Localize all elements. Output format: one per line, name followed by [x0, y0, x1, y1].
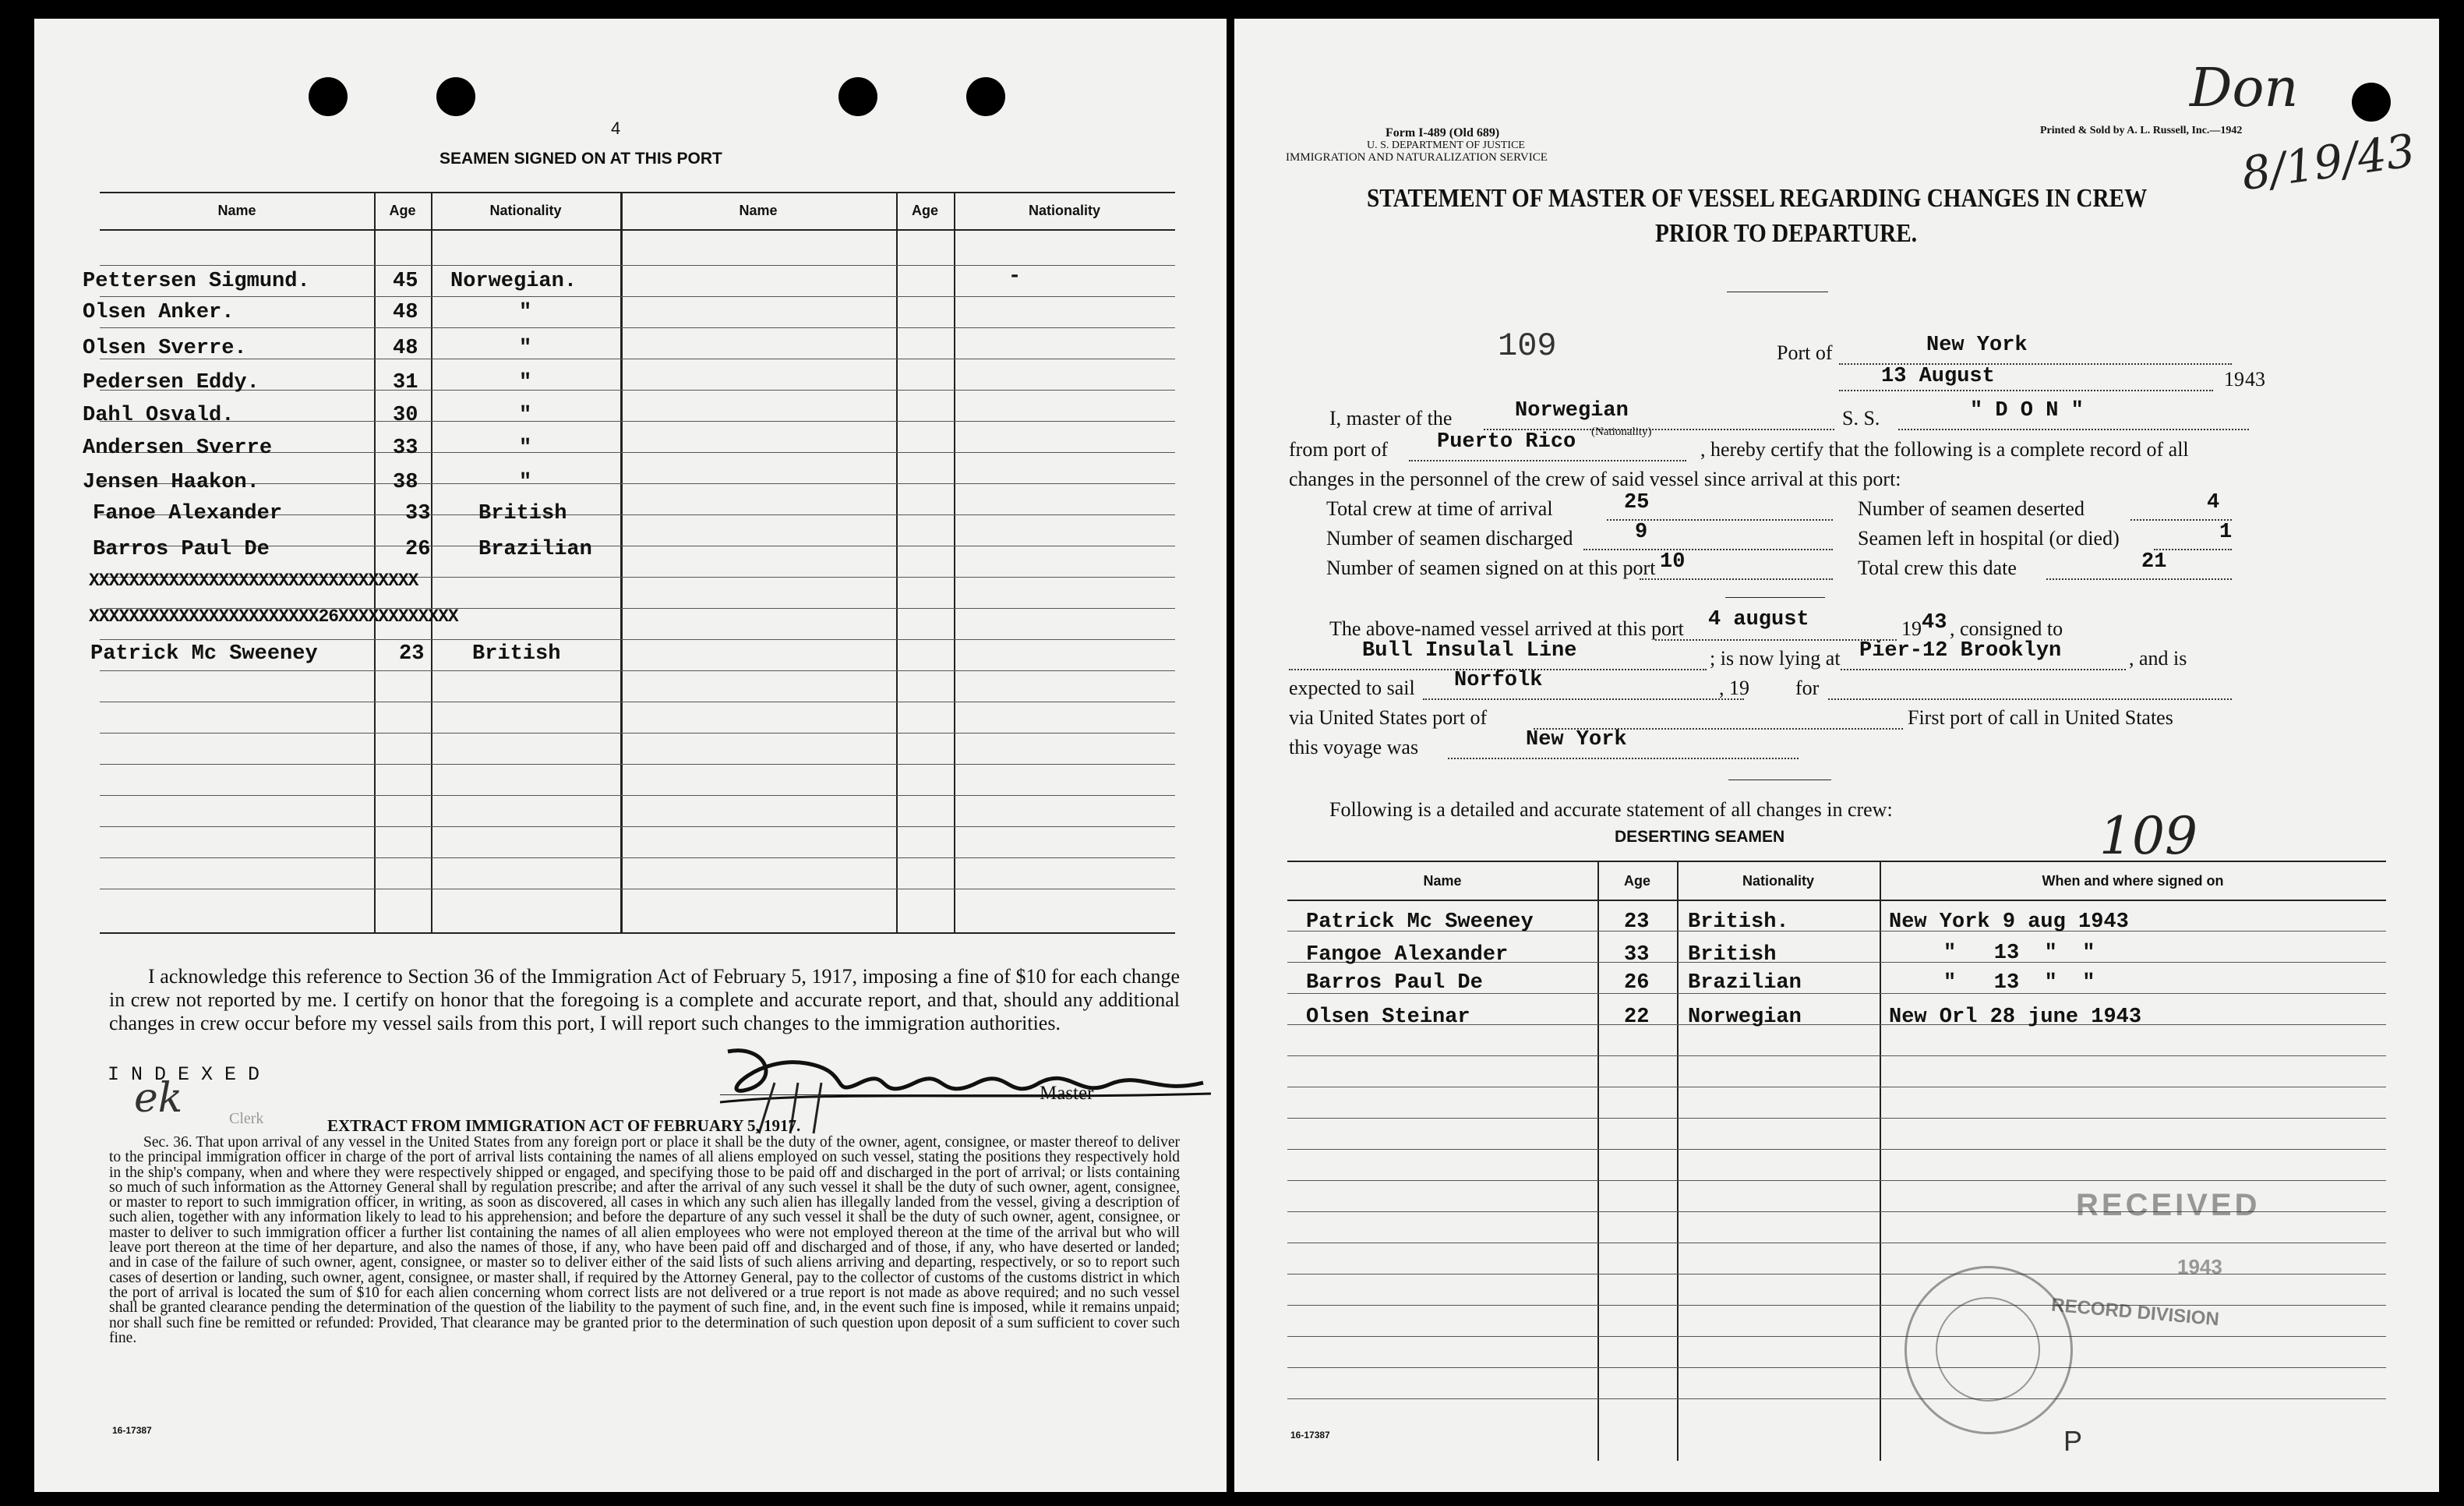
- form-code: 16-17387: [112, 1425, 152, 1436]
- struck-row: XXXXXXXXXXXXXXXXXXXXXXXXXXXXXXXXX: [89, 571, 418, 591]
- row-name: Olsen Sverre.: [83, 337, 247, 360]
- discharged-label: Number of seamen discharged: [1326, 527, 1573, 550]
- row-age: 48: [393, 301, 418, 324]
- handwritten-don: Don: [2190, 58, 2299, 119]
- deserter-name: Barros Paul De: [1306, 971, 1483, 995]
- total-arrival-label: Total crew at time of arrival: [1326, 497, 1553, 520]
- for-label: for: [1795, 677, 1820, 699]
- and-is-label: , and is: [2129, 647, 2187, 670]
- stamp-number: 109: [1498, 327, 1557, 365]
- clerk-label: Clerk: [229, 1110, 264, 1127]
- punch-hole: [2352, 83, 2391, 122]
- row-nationality: ": [519, 471, 532, 494]
- nineteen-label: , 19: [1719, 677, 1749, 699]
- deserted-label: Number of seamen deserted: [1858, 497, 2085, 520]
- row-age: 23: [399, 642, 425, 666]
- d-col-nationality: Nationality: [1742, 873, 1814, 889]
- handwritten-date: 8/19/43: [2238, 123, 2419, 201]
- col-age: Age: [389, 203, 416, 218]
- row-nationality: ": [519, 404, 532, 427]
- ss-label: S. S.: [1842, 407, 1880, 430]
- row-nationality: Norwegian.: [450, 270, 577, 293]
- deserter-nationality: Norwegian: [1688, 1006, 1802, 1029]
- extract-title: EXTRACT FROM IMMIGRATION ACT OF FEBRUARY 5, 1917.: [327, 1116, 801, 1135]
- signed-on-label: Number of seamen signed on at this port: [1326, 557, 1656, 579]
- left-page: [34, 19, 1227, 1492]
- deserter-signed: " 13 " ": [1943, 942, 2095, 965]
- nationality-value: Norwegian: [1515, 399, 1629, 422]
- ship-name: " D O N ": [1970, 399, 2084, 422]
- from-port-label: from port of: [1289, 438, 1389, 461]
- struck-row: XXXXXXXXXXXXXXXXXXXXXXX26XXXXXXXXXXXX: [89, 606, 458, 627]
- form-number: Form I-489 (Old 689): [1386, 126, 1500, 140]
- port-value: New York: [1926, 334, 2028, 357]
- row-name: Pedersen Eddy.: [83, 371, 259, 394]
- col-nationality: Nationality: [489, 203, 562, 218]
- row-age: 30: [393, 404, 418, 427]
- lying-label: ; is now lying at: [1710, 647, 1841, 670]
- deserter-age: 23: [1624, 910, 1650, 934]
- expected-value: Norfolk: [1454, 669, 1543, 692]
- deserter-signed: " 13 " ": [1943, 971, 2095, 995]
- signed-on-value: 10: [1660, 550, 1686, 574]
- row-name: Olsen Anker.: [83, 301, 235, 324]
- from-port-value: Puerto Rico: [1437, 430, 1576, 454]
- row-nationality: ": [519, 301, 532, 324]
- deserter-signed: New York 9 aug 1943: [1889, 910, 2129, 934]
- deserted-value: 4: [2207, 491, 2220, 514]
- corner-letter: P: [2063, 1425, 2083, 1457]
- deserter-name: Fangoe Alexander: [1306, 943, 1509, 967]
- deserter-nationality: British.: [1688, 910, 1789, 934]
- deserter-age: 22: [1624, 1006, 1650, 1029]
- lying-value: Pier-12 Brooklyn: [1859, 639, 2062, 663]
- deserting-title: DESERTING SEAMEN: [1615, 828, 1785, 846]
- row-name: Dahl Osvald.: [83, 404, 235, 427]
- total-arrival-value: 25: [1624, 491, 1650, 514]
- row-age: 38: [393, 471, 418, 494]
- year-prefix: 19: [2224, 368, 2244, 391]
- arrived-year-prefix: 19: [1901, 617, 1922, 640]
- page-number: 4: [611, 118, 621, 138]
- row-name: Jensen Haakon.: [83, 471, 259, 494]
- row-age: 48: [393, 337, 418, 360]
- row-name: Barros Paul De: [93, 538, 270, 561]
- indexed-initials: ek: [134, 1075, 183, 1122]
- acknowledgment-text: I acknowledge this reference to Section 36 of the Immigration Act of February 5, 1917, imposing a fine of $10 for each change in crew not reported by me. I certify on honor that the foregoing is a complete and accurate report, and that, should any additional changes in crew occur before my vessel sails from this port, I will report such changes to the immigration authorities.: [109, 965, 1180, 1034]
- expected-label: expected to sail: [1289, 677, 1415, 699]
- row-nationality: ": [519, 437, 532, 460]
- certify-text: , hereby certify that the following is a complete record of all: [1700, 438, 2189, 461]
- total-today-value: 21: [2141, 550, 2167, 574]
- total-today-label: Total crew this date: [1858, 557, 2017, 579]
- row-age: 31: [393, 371, 418, 394]
- col-nationality-2: Nationality: [1028, 203, 1100, 218]
- following-text: Following is a detailed and accurate statement of all changes in crew:: [1329, 798, 1893, 821]
- left-title: SEAMEN SIGNED ON AT THIS PORT: [439, 150, 722, 168]
- stray-mark: -: [1008, 265, 1022, 288]
- arrived-value: 4 august: [1708, 608, 1809, 631]
- year: 43: [2245, 368, 2265, 391]
- hospital-label: Seamen left in hospital (or died): [1858, 527, 2120, 550]
- discharged-value: 9: [1635, 521, 1648, 544]
- form-code: 16-17387: [1290, 1430, 1330, 1441]
- title-line-2: PRIOR TO DEPARTURE.: [1655, 219, 1918, 248]
- extract-text: Sec. 36. That upon arrival of any vessel in the United States from any foreign port or place it shall be the duty of the owner, agent, consignee, or master thereof to deliver to the principal immigration officer in charge of the port of arrival lists containing the names of all aliens employed on such vessel, stating the positions they respectively hold in the ship's company, when and where they were respectively shipped or engaged, and specifying those to be paid off and discharged in the port of arrival; or lists containing so much of such information as the Attorney General shall by regulation prescribe; and after the arrival of any such vessel it shall be the duty of such owner, agent, consignee, or master to report to such immigration officer, in writing, as soon as discovered, all cases in which any such alien has illegally landed from the vessel, giving a description of such alien, together with any information likely to lead to his apprehension; and before the departure of any such vessel it shall be the duty of such owner, agent, consignee, or master to deliver to such immigration officer a further list containing the names of all alien employees who were not employed thereon at the time of the arrival but who will leave port thereon at the time of her departure, and also the names of those, if any, who have been paid off and discharged and of those, if any, who have deserted or landed; and in case of the failure of such owner, agent, consignee, or master so to deliver either of the said lists of such aliens arriving and departing, respectively, or so to report such cases of desertion or landing, such owner, agent, consignee, or master shall, if required by the Attorney General, pay to the collector of customs of the customs district in which the port of arrival is located the sum of $10 for each alien concerning whom correct lists are not delivered or a true report is not made as above required; and no such vessel shall be granted clearance pending the determination of the question of the liability to the payment of such fine, and, in the event such fine is imposed, while it remains unpaid; nor shall such fine be remitted or refunded: Provided, That clearance may be granted prior to the determination of such question upon deposit of a sum sufficient to cover such fine.: [109, 1134, 1180, 1346]
- title-line-1: STATEMENT OF MASTER OF VESSEL REGARDING CHANGES IN CREW: [1367, 184, 2148, 213]
- punch-hole: [838, 77, 877, 116]
- stamp-date: 1943: [2177, 1255, 2222, 1278]
- master-of-label: I, master of the: [1329, 407, 1453, 430]
- deserter-name: Patrick Mc Sweeney: [1306, 910, 1534, 934]
- deserter-nationality: British: [1688, 943, 1777, 967]
- right-page: [1234, 19, 2439, 1492]
- nationality-hint: (Nationality): [1591, 426, 1652, 438]
- arrived-label: The above-named vessel arrived at this port: [1329, 617, 1684, 640]
- consignee-value: Bull Insulal Line: [1362, 639, 1577, 663]
- port-label: Port of: [1777, 341, 1833, 364]
- row-name: Fanoe Alexander: [93, 502, 283, 525]
- col-name: Name: [217, 203, 256, 218]
- first-call-label: First port of call in United States: [1908, 706, 2173, 729]
- row-nationality: British: [478, 502, 567, 525]
- deserter-age: 33: [1624, 943, 1650, 967]
- deserter-name: Olsen Steinar: [1306, 1006, 1470, 1029]
- deserter-age: 26: [1624, 971, 1650, 995]
- row-name: Patrick Mc Sweeney: [90, 642, 318, 666]
- voyage-label: this voyage was: [1289, 736, 1419, 758]
- d-col-signed: When and where signed on: [2042, 873, 2224, 889]
- via-label: via United States port of: [1289, 706, 1488, 729]
- service: IMMIGRATION AND NATURALIZATION SERVICE: [1286, 151, 1548, 164]
- row-nationality: ": [519, 371, 532, 394]
- punch-hole: [966, 77, 1005, 116]
- deserter-signed: New Orl 28 june 1943: [1889, 1006, 2142, 1029]
- received-stamp: RECEIVED: [2076, 1188, 2261, 1222]
- row-name: Pettersen Sigmund.: [83, 270, 310, 293]
- punch-hole: [436, 77, 475, 116]
- row-nationality: Brazilian: [478, 538, 592, 561]
- handwritten-count: 109: [2099, 806, 2197, 866]
- deserter-nationality: Brazilian: [1688, 971, 1802, 995]
- col-name-2: Name: [739, 203, 778, 218]
- d-col-name: Name: [1423, 873, 1462, 889]
- changes-text: changes in the personnel of the crew of said vessel since arrival at this port:: [1289, 468, 1901, 490]
- printer-note: Printed & Sold by A. L. Russell, Inc.—1942: [2040, 125, 2243, 136]
- row-age: 26: [405, 538, 431, 561]
- master-label: Master: [1040, 1083, 1094, 1104]
- voyage-value: New York: [1526, 728, 1627, 751]
- row-nationality: ": [519, 337, 532, 360]
- row-age: 33: [393, 437, 418, 460]
- hospital-value: 1: [2219, 521, 2233, 544]
- row-age: 45: [393, 270, 418, 293]
- col-age-2: Age: [911, 203, 938, 218]
- d-col-age: Age: [1623, 873, 1650, 889]
- punch-hole: [309, 77, 348, 116]
- department: U. S. DEPARTMENT OF JUSTICE: [1367, 140, 1525, 151]
- row-age: 33: [405, 502, 431, 525]
- row-name: Andersen Sverre: [83, 437, 273, 460]
- consigned-label: , consigned to: [1950, 617, 2063, 640]
- date-value: 13 August: [1881, 365, 1995, 388]
- row-nationality: British: [472, 642, 561, 666]
- record-division-stamp: RECORD DIVISION: [2050, 1294, 2220, 1331]
- circular-stamp-inner: [1936, 1297, 2040, 1402]
- arrived-year: 43: [1922, 611, 1947, 635]
- indexed-stamp: I N D E X E D: [108, 1063, 260, 1086]
